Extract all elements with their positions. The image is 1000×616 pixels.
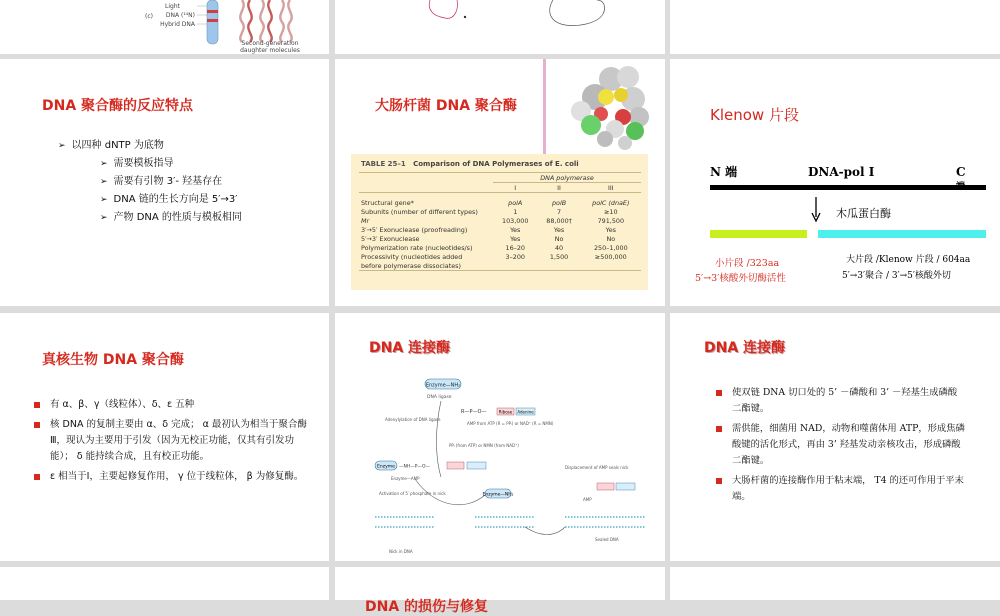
panel-label: (c) [145,13,153,20]
comparison-table [351,154,648,290]
bullet-list [716,385,966,509]
slide-replication-figure[interactable] [0,0,329,54]
nick-label: Nick in DNA [389,549,413,554]
slide-title: DNA 连接酶 [704,340,786,356]
enzyme-nh2-label: Enzyme—NH₂ [425,382,461,389]
slide-title-partial: DNA 的损伤与修复 [365,599,489,615]
protein-outline-figure [335,0,665,54]
slide-shape-figure[interactable] [335,0,665,54]
slide-ligase-text[interactable] [670,313,1000,561]
table-row: Mr 103,000 88,000† 791,500 [361,216,625,225]
list-item: 需供能，细菌用 NAD，动物和噬菌体用 ATP，形成焦磷酸键的活化形式，再由 3’ 羟基发动亲核攻击，形成磷酸二酯键。 [716,421,966,469]
protease-label: 木瓜蛋白酶 [836,207,891,220]
table-row: Structural gene* polA polB polC (dnaE) [361,198,630,207]
large-fragment-bar [818,230,986,238]
small-fragment-bar [710,230,807,238]
c-terminus-label: C [956,165,966,179]
column-header: I [514,183,517,192]
slide-title: Klenow 片段 [710,106,799,124]
step-1-label: Adenylylation of DNA ligase [385,417,441,422]
list-item: ➢ 以四种 dNTP 为底物 [58,140,164,151]
down-arrow-icon [810,197,822,223]
svg-text:R—P—O—: R—P—O— [461,409,487,415]
legend-light: Light [165,3,180,10]
atp-note: AMP from ATP (R = PPᵢ) or NAD⁺ (R = NMN) [467,421,554,426]
slide-blank-top[interactable] [670,0,1000,54]
list-item: 核 DNA 的复制主要由 α、δ 完成； α 最初认为相当于聚合酶Ⅲ，现认为主要用于引发（因为无校正功能，仅其有引发功能）； δ 能持续合成，且有校正功能。 [34,417,312,465]
slide-ecoli-polymerase[interactable] [335,59,665,306]
svg-text:—NH—P—O—: —NH—P—O— [399,464,431,470]
table-row: before polymerase dissociates) [359,261,641,271]
group-header: DNA polymerase [493,173,641,183]
table-row: 5′→3′ Exonuclease Yes No No [361,234,616,243]
small-fragment-name: 小片段 /323aa [715,258,780,269]
large-fragment-activity: 5′→3′聚合 / 3′→5′核酸外切 [842,271,951,281]
slide-title: 真核生物 DNA 聚合酶 [42,352,184,368]
bullet-list [34,397,312,489]
ligase-mechanism-diagram [375,377,655,557]
column-header: III [608,183,614,192]
list-item: 大肠杆菌的连接酶作用于粘末端， T4 的还可作用于平末端。 [716,473,966,505]
enzyme-amp-label: Enzyme—AMP [391,476,420,481]
slide-dna-polymerase-features[interactable] [0,59,329,306]
slide-title: DNA 连接酶 [369,340,451,356]
small-fragment-activity: 5′→3′核酸外切酶活性 [695,273,786,284]
slide-title: DNA 聚合酶的反应特点 [42,98,194,114]
amp-label: AMP [583,497,592,502]
n-terminus-label: N 端 [710,165,738,179]
list-item: ➢ 产物 DNA 的性质与模板相同 [100,212,242,223]
enzyme-label: Enzyme [377,464,395,470]
ribose-label: Ribose [498,409,513,415]
ppi-note: PPᵢ (from ATP) or NMN (from NAD⁺) [449,443,519,448]
slide-blank-bottom-right[interactable] [670,567,1000,600]
slide-ligase-mechanism[interactable] [335,313,665,561]
list-item: 使双链 DNA 切口处的 5’ －磷酸和 3’ －羟基生成磷酸二酯键。 [716,385,966,417]
table-row: Subunits (number of different types) 1 7 ≥10 [361,207,618,216]
slide-klenow-fragment[interactable] [670,59,1000,306]
list-item: ➢ 需要有引物 3′- 羟基存在 [100,176,223,187]
list-item: ➢ DNA 链的生长方向是 5′→3′ [100,194,238,205]
large-fragment-name: 大片段 /Klenow 片段 / 604aa [846,255,971,265]
list-item: ε 相当于Ⅰ，主要起修复作用， γ 位于线粒体， β 为修复酶。 [34,469,312,485]
enzyme-label: DNA-pol Ⅰ [808,165,875,179]
replication-diagram [0,0,329,54]
step-3-label: Displacement of AMP seals nick [565,465,629,470]
table-row: Processivity (nucleotides added 3–200 1,500 ≥500,000 [361,252,627,261]
dna-ligase-label: DNA ligase [427,395,452,400]
table-row: 3′→5′ Exonuclease (proofreading) Yes Yes Yes [361,225,616,234]
enzyme-nh2-return: Enzyme—NH₂ [482,492,514,498]
caption-line2: daughter molecules [240,47,300,54]
sealed-label: Sealed DNA [595,537,619,542]
polymerase-table [359,172,641,271]
slide-title: 大肠杆菌 DNA 聚合酶 [375,98,517,114]
column-header: II [557,183,561,192]
table-caption: TABLE 25–1 Comparison of DNA Polymerases of E. coli [361,160,579,168]
legend-dna: DNA (¹⁴N) [165,12,195,19]
step-2-label: Activation of 5′ phosphate in nick [379,491,446,496]
list-item: ➢ 需要模板指导 [100,158,174,169]
slide-eukaryotic-polymerase[interactable] [0,313,329,561]
protein-bar [710,185,986,190]
protein-structure-image [543,59,665,154]
slide-damage-repair[interactable] [335,567,665,615]
legend-hybrid: Hybrid DNA [160,21,195,28]
adenine-label: Adenine [517,409,534,415]
table-row: Polymerization rate (nucleotides/s) 16–20 40 250–1,000 [361,243,628,252]
caption-line1: Second-generation [241,40,299,47]
features-list [58,137,242,227]
slide-blank-bottom-left[interactable] [0,567,329,600]
list-item: 有 α、β、γ（线粒体）、δ、ε 五种 [34,397,312,413]
